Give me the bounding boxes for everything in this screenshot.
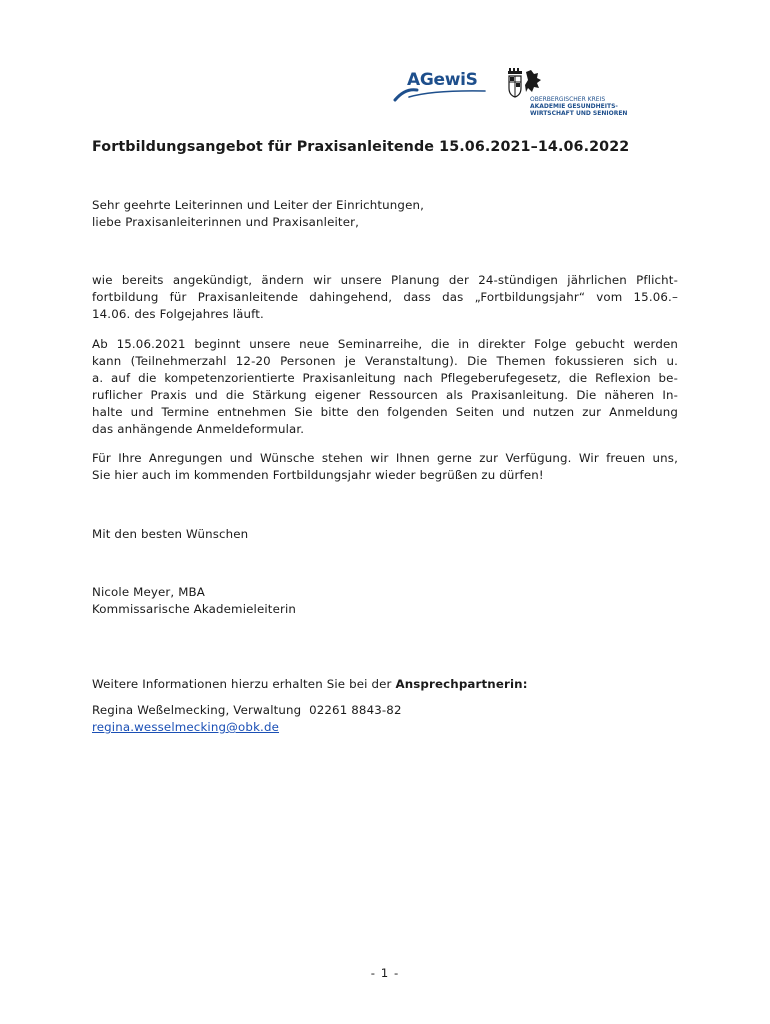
paragraph-line: a. auf die kompetenzorientierte Praxisanleitung nach Pflegeberufegesetz, die Reflexion be-: [92, 371, 678, 385]
obk-line-2: AKADEMIE GESUNDHEITS-: [530, 103, 618, 110]
paragraph-line: Für Ihre Anregungen und Wünsche stehen wir Ihnen gerne zur Verfügung. Wir freuen uns,: [92, 451, 678, 465]
paragraph-2: [92, 336, 678, 438]
paragraph-1: [92, 272, 678, 323]
paragraph-line: 14.06. des Folgejahres läuft.: [92, 307, 264, 321]
contact-block: [92, 702, 678, 736]
contact-line: Regina Weßelmecking, Verwaltung 02261 8843-82: [92, 703, 402, 717]
info-contact-label: Ansprechpartnerin:: [395, 677, 528, 691]
info-line: [92, 676, 678, 693]
closing: Mit den besten Wünschen: [92, 527, 249, 541]
page-number: - 1 -: [370, 966, 400, 980]
obk-logo: [507, 68, 647, 122]
salutation: [92, 197, 678, 231]
obk-logo-text: [530, 96, 627, 117]
salutation-line: Sehr geehrte Leiterinnen und Leiter der Einrichtungen,: [92, 198, 425, 212]
coat-of-arms-icon: [507, 68, 547, 98]
paragraph-line: kann (Teilnehmerzahl 12-20 Personen je Veranstaltung). Die Themen fokussieren sich u.: [92, 354, 678, 368]
signature-name: Nicole Meyer, MBA: [92, 585, 206, 599]
paragraph-line: halte und Termine entnehmen Sie bitte den folgenden Seiten und nutzen zur Anmeldung: [92, 405, 678, 419]
signature-role: Kommissarische Akademieleiterin: [92, 602, 297, 616]
paragraph-line: ruflicher Praxis und die Stärkung eigener Ressourcen als Praxisanleitung. Die näheren In-: [92, 388, 678, 402]
paragraph-line: das anhängende Anmeldeformular.: [92, 422, 305, 436]
info-text: Weitere Informationen hierzu erhalten Sie bei der: [92, 677, 396, 691]
obk-line-1: OBERBERGISCHER KREIS: [530, 96, 606, 103]
agewis-logo: [393, 66, 488, 106]
paragraph-line: Ab 15.06.2021 beginnt unsere neue Seminarreihe, die in direkter Folge gebucht werden: [92, 337, 678, 351]
paragraph-line: fortbildung für Praxisanleitende dahingehend, dass das „Fortbildungsjahr“ vom 15.06.–: [92, 290, 678, 304]
document-title: Fortbildungsangebot für Praxisanleitende 15.06.2021–14.06.2022: [92, 139, 630, 155]
paragraph-line: wie bereits angekündigt, ändern wir unsere Planung der 24-stündigen jährlichen Pflicht-: [92, 273, 678, 287]
signature: [92, 584, 678, 618]
obk-line-3: WIRTSCHAFT UND SENIOREN: [530, 110, 628, 117]
salutation-line: liebe Praxisanleiterinnen und Praxisanleiter,: [92, 215, 360, 229]
paragraph-3: [92, 450, 678, 484]
contact-email-link[interactable]: regina.wesselmecking@obk.de: [92, 720, 279, 734]
paragraph-line: Sie hier auch im kommenden Fortbildungsjahr wieder begrüßen zu dürfen!: [92, 468, 544, 482]
agewis-logo-text: AGewiS: [407, 70, 478, 90]
